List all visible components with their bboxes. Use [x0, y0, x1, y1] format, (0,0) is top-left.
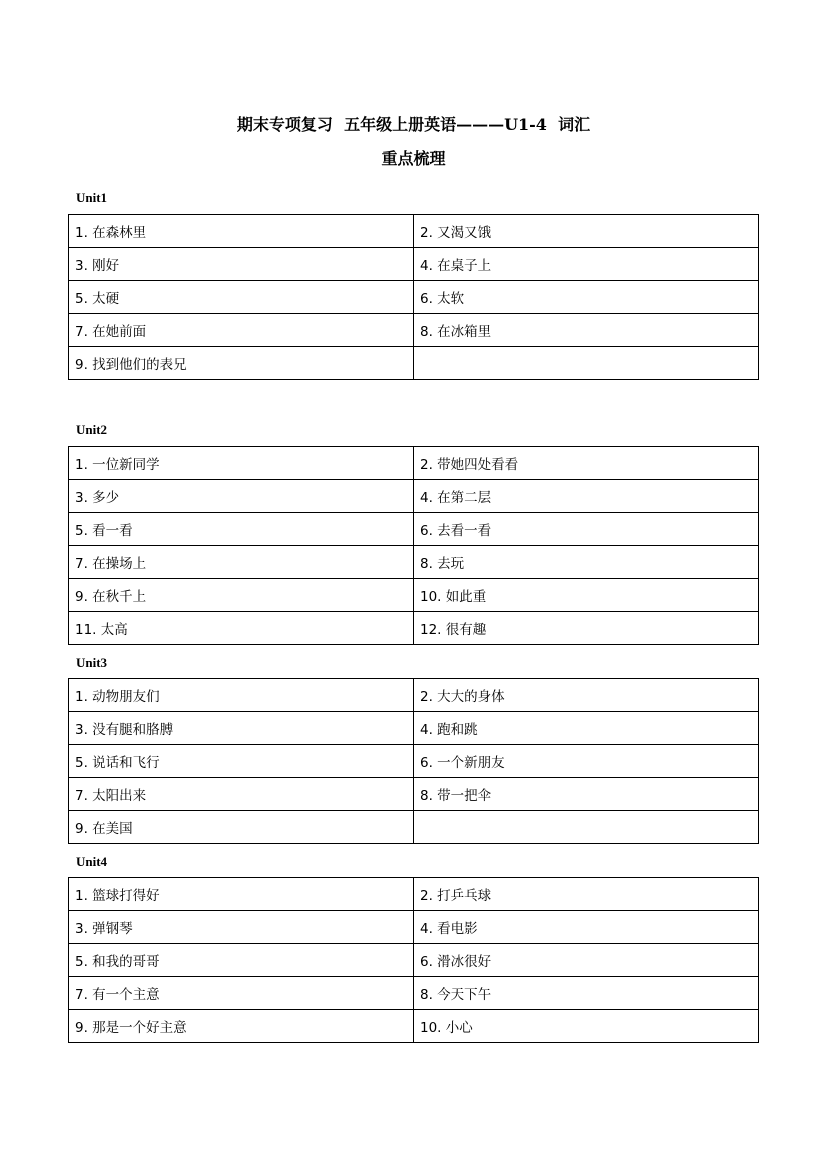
- vocab-cell: 2. 打乒乓球: [414, 878, 759, 911]
- vocab-cell: 9. 在美国: [69, 811, 414, 844]
- page-subtitle: 重点梳理: [381, 149, 446, 168]
- vocab-cell: 5. 和我的哥哥: [69, 944, 414, 977]
- table-row: [69, 811, 759, 844]
- table-row: [69, 712, 759, 745]
- table-row: [69, 281, 759, 314]
- vocab-cell: 11. 太高: [69, 612, 414, 645]
- table-row: [69, 612, 759, 645]
- table-row: [69, 878, 759, 911]
- table-row: [69, 977, 759, 1010]
- table-row: [69, 778, 759, 811]
- vocab-table: [68, 877, 759, 1043]
- table-row: [69, 347, 759, 380]
- vocab-cell: 6. 太软: [414, 281, 759, 314]
- vocab-cell: 4. 在桌子上: [414, 248, 759, 281]
- vocab-cell: 3. 刚好: [69, 248, 414, 281]
- vocab-table: [68, 446, 759, 645]
- page-title: 期末专项复习 五年级上册英语———U1-4 词汇: [236, 115, 591, 134]
- vocab-cell: 10. 如此重: [414, 579, 759, 612]
- vocab-cell: 3. 没有腿和胳膊: [69, 712, 414, 745]
- table-row: [69, 480, 759, 513]
- table-row: [69, 679, 759, 712]
- table-row: [69, 513, 759, 546]
- table-row: [69, 911, 759, 944]
- vocab-cell: 7. 在她前面: [69, 314, 414, 347]
- unit-heading: Unit1: [76, 190, 108, 205]
- table-row: [69, 579, 759, 612]
- vocab-cell: 9. 在秋千上: [69, 579, 414, 612]
- vocab-cell: 8. 带一把伞: [414, 778, 759, 811]
- vocab-cell: 8. 今天下午: [414, 977, 759, 1010]
- table-row: [69, 215, 759, 248]
- table-row: [69, 944, 759, 977]
- vocab-cell: 1. 动物朋友们: [69, 679, 414, 712]
- vocab-cell: 6. 滑冰很好: [414, 944, 759, 977]
- vocab-cell: 4. 看电影: [414, 911, 759, 944]
- vocab-table: [68, 214, 759, 380]
- vocab-cell: [414, 347, 759, 380]
- vocab-cell: 3. 弹钢琴: [69, 911, 414, 944]
- vocab-cell: 4. 在第二层: [414, 480, 759, 513]
- vocab-cell: 8. 在冰箱里: [414, 314, 759, 347]
- table-row: [69, 546, 759, 579]
- vocab-cell: 5. 说话和飞行: [69, 745, 414, 778]
- vocab-cell: [414, 811, 759, 844]
- vocab-cell: 1. 在森林里: [69, 215, 414, 248]
- table-row: [69, 745, 759, 778]
- vocab-cell: 2. 又渴又饿: [414, 215, 759, 248]
- vocab-cell: 7. 在操场上: [69, 546, 414, 579]
- vocab-cell: 5. 看一看: [69, 513, 414, 546]
- table-row: [69, 447, 759, 480]
- vocab-cell: 7. 太阳出来: [69, 778, 414, 811]
- table-row: [69, 248, 759, 281]
- table-row: [69, 1010, 759, 1043]
- vocab-cell: 9. 找到他们的表兄: [69, 347, 414, 380]
- unit-heading: Unit4: [76, 854, 108, 869]
- vocab-cell: 8. 去玩: [414, 546, 759, 579]
- vocab-cell: 9. 那是一个好主意: [69, 1010, 414, 1043]
- unit-heading: Unit2: [76, 422, 108, 437]
- vocab-cell: 4. 跑和跳: [414, 712, 759, 745]
- vocab-cell: 6. 去看一看: [414, 513, 759, 546]
- unit-heading: Unit3: [76, 655, 108, 670]
- vocab-cell: 2. 带她四处看看: [414, 447, 759, 480]
- vocab-cell: 6. 一个新朋友: [414, 745, 759, 778]
- vocab-cell: 2. 大大的身体: [414, 679, 759, 712]
- vocab-cell: 12. 很有趣: [414, 612, 759, 645]
- table-row: [69, 314, 759, 347]
- vocab-cell: 10. 小心: [414, 1010, 759, 1043]
- vocab-cell: 7. 有一个主意: [69, 977, 414, 1010]
- vocab-cell: 5. 太硬: [69, 281, 414, 314]
- vocab-table: [68, 678, 759, 844]
- vocab-cell: 1. 篮球打得好: [69, 878, 414, 911]
- vocab-cell: 3. 多少: [69, 480, 414, 513]
- vocab-cell: 1. 一位新同学: [69, 447, 414, 480]
